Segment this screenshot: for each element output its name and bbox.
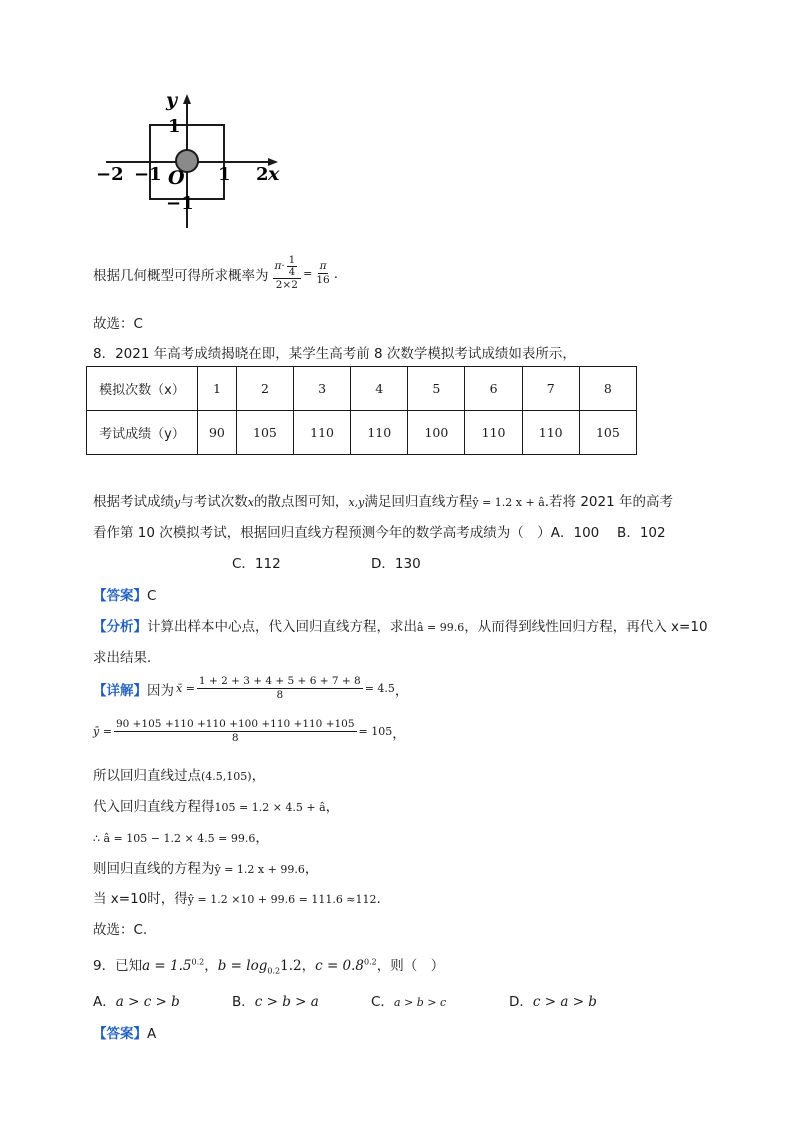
text: ，从而得到线性回归方程，再代入 x=10 <box>464 619 708 635</box>
text: 则回归直线的方程为 <box>93 861 215 877</box>
inner-fraction-numerator: 1 <box>288 255 296 266</box>
text: 当 x=10时，得 <box>93 891 188 907</box>
end-period: . <box>333 265 339 282</box>
x-tick-neg2: −2 <box>96 164 124 185</box>
ybar-result: = 105 <box>358 725 393 738</box>
table-row <box>87 411 637 455</box>
var-y: y <box>174 496 181 509</box>
table-cell: 8 <box>579 367 636 411</box>
xbar-denominator: 8 <box>276 689 284 701</box>
q9-option-d <box>509 990 597 1010</box>
detail-label: 【详解】 <box>93 682 147 699</box>
table-cell: 5 <box>408 367 465 411</box>
comma: ， <box>325 799 340 815</box>
q8-final-answer: 故选：C. <box>93 922 148 938</box>
var-xy: x,y <box>348 496 365 509</box>
q8-option-d: D．130 <box>371 556 421 572</box>
option-value: c > a > b <box>532 994 597 1010</box>
q8-answer <box>93 584 156 604</box>
result-fraction <box>314 260 331 287</box>
pi-symbol: π <box>274 260 282 272</box>
q9-option-c <box>371 990 446 1010</box>
x-tick-neg1: −1 <box>134 164 162 185</box>
equation: 105 = 1.2 × 4.5 + â <box>214 801 326 814</box>
q8-substitute <box>93 795 339 815</box>
q8-analysis-cont: 求出结果. <box>93 650 152 666</box>
var-x: x <box>247 496 254 509</box>
table-cell: 110 <box>351 411 408 455</box>
q8-when <box>93 887 381 907</box>
answer-value: A <box>147 1026 157 1042</box>
b-log-base: 0.2 <box>267 966 281 976</box>
table-cell: 3 <box>294 367 351 411</box>
comma: ， <box>204 958 218 974</box>
b-definition: b = log <box>217 958 268 974</box>
y-axis-arrow-icon <box>183 94 191 104</box>
x-tick-1: 1 <box>218 164 231 185</box>
row-label-attempts: 模拟次数（x） <box>87 367 198 411</box>
table-cell: 100 <box>408 411 465 455</box>
table-cell: 110 <box>294 411 351 455</box>
y-tick-1: 1 <box>168 116 181 137</box>
y-axis-label: y <box>166 89 178 111</box>
text: .若将 2021 年的高考 <box>544 494 673 510</box>
inner-fraction-denominator: 4 <box>288 267 296 278</box>
q8-equation <box>93 857 318 877</box>
option-value: c > b > a <box>254 994 319 1010</box>
equation: ŷ = 1.2 ×10 + 99.6 = 111.6 ≈112 <box>187 893 377 906</box>
option-letter: B． <box>232 994 255 1010</box>
answer-label: 【答案】 <box>93 588 147 604</box>
text: ，则（ ） <box>376 958 445 974</box>
q8-therefore <box>93 826 269 846</box>
table-cell: 105 <box>579 411 636 455</box>
q8-passes-point <box>93 764 265 784</box>
xbar-numerator: 1 + 2 + 3 + 4 + 5 + 6 + 7 + 8 <box>198 675 361 687</box>
probability-line <box>93 255 338 292</box>
equation: ŷ = 1.2 x + 99.6 <box>214 863 305 876</box>
option-value: a > b > c <box>393 996 447 1009</box>
table-cell: 110 <box>465 411 522 455</box>
table-cell: 2 <box>236 367 293 411</box>
probability-fraction-denominator: 2×2 <box>275 279 298 291</box>
equals-sign: = <box>303 267 313 280</box>
q8-detail-xbar <box>93 675 408 702</box>
comma: ， <box>304 861 319 877</box>
q8-line2: 看作第 10 次模拟考试，根据回归直线方程预测今年的数学高考成绩为（ ）A．100 B．102 <box>93 525 666 541</box>
table-cell: 4 <box>351 367 408 411</box>
table-cell: 105 <box>236 411 293 455</box>
q9-answer <box>93 1022 156 1042</box>
probability-text: 根据几何概型可得所求概率为 <box>93 267 269 284</box>
coordinate-figure <box>94 88 294 233</box>
text: 计算出样本中心点，代入回归直线方程，求出 <box>147 619 417 635</box>
text: 的散点图可知， <box>253 494 349 510</box>
table-cell: 110 <box>522 411 579 455</box>
y-tick-neg1: −1 <box>166 193 194 214</box>
text: 根据考试成绩 <box>93 494 174 510</box>
inner-fraction <box>287 255 297 278</box>
q9-stem <box>93 954 444 976</box>
ybar-fraction <box>114 718 357 745</box>
origin-label: O <box>168 167 185 189</box>
comma: ， <box>392 725 406 742</box>
xbar-fraction <box>197 675 363 702</box>
result-fraction-denominator: 16 <box>316 274 330 286</box>
q8-line1 <box>93 490 673 510</box>
table-row <box>87 367 637 411</box>
period: . <box>376 891 381 907</box>
table-cell: 1 <box>198 367 237 411</box>
q8-option-c: C．112 <box>232 556 281 572</box>
xbar-symbol: x̄ = <box>176 682 195 695</box>
ybar-symbol: ȳ = <box>93 725 112 738</box>
option-value: a > c > b <box>115 994 180 1010</box>
x-tick-2: 2 <box>256 164 269 185</box>
q9-option-a <box>93 990 180 1010</box>
x-axis-label: x <box>268 163 280 185</box>
a-definition: a = 1.5 <box>142 958 192 974</box>
c-exponent: 0.2 <box>364 957 377 967</box>
equation: â = 99.6 <box>417 621 465 634</box>
table-cell: 6 <box>465 367 522 411</box>
probability-fraction <box>273 255 302 292</box>
comma: ， <box>255 830 269 846</box>
table-cell: 7 <box>522 367 579 411</box>
ybar-numerator: 90 +105 +110 +110 +100 +110 +110 +105 <box>115 718 355 730</box>
text: 满足回归直线方程 <box>364 494 473 510</box>
ybar-denominator: 8 <box>231 732 239 744</box>
a-exponent: 0.2 <box>191 957 205 967</box>
text: 因为 <box>147 682 174 699</box>
c-definition: c = 0.8 <box>315 958 365 974</box>
q8-analysis <box>93 615 708 635</box>
option-letter: A． <box>93 994 116 1010</box>
comma: ， <box>301 958 316 974</box>
result-fraction-numerator: π <box>319 260 327 272</box>
xbar-result: = 4.5 <box>364 682 395 695</box>
comma: ， <box>394 682 409 699</box>
table-cell: 90 <box>198 411 237 455</box>
comma: ， <box>251 768 266 784</box>
text: 所以回归直线过点 <box>93 768 201 784</box>
equation: ∴ â = 105 − 1.2 × 4.5 = 99.6 <box>93 832 256 845</box>
probability-fraction-numerator <box>273 255 302 279</box>
score-table <box>86 366 637 455</box>
text: 与考试次数 <box>180 494 248 510</box>
analysis-label: 【分析】 <box>93 619 147 635</box>
option-letter: D． <box>509 994 533 1010</box>
answer-value: C <box>147 588 157 604</box>
q7-answer-line: 故选：C <box>93 316 143 332</box>
q8-detail-ybar <box>93 718 406 745</box>
dot-operator: · <box>281 260 285 272</box>
row-label-scores: 考试成绩（y） <box>87 411 198 455</box>
option-letter: C． <box>371 994 394 1010</box>
answer-label: 【答案】 <box>93 1026 147 1042</box>
q9-option-b <box>232 990 319 1010</box>
center-point: (4.5,105) <box>201 770 252 783</box>
b-log-argument: 1.2 <box>280 958 302 974</box>
text: 代入回归直线方程得 <box>93 799 215 815</box>
text: 9．已知 <box>93 958 143 974</box>
regression-equation: ŷ = 1.2 x + â <box>472 496 545 509</box>
q8-intro: 8．2021 年高考成绩揭晓在即，某学生高考前 8 次数学模拟考试成绩如表所示， <box>93 346 576 362</box>
